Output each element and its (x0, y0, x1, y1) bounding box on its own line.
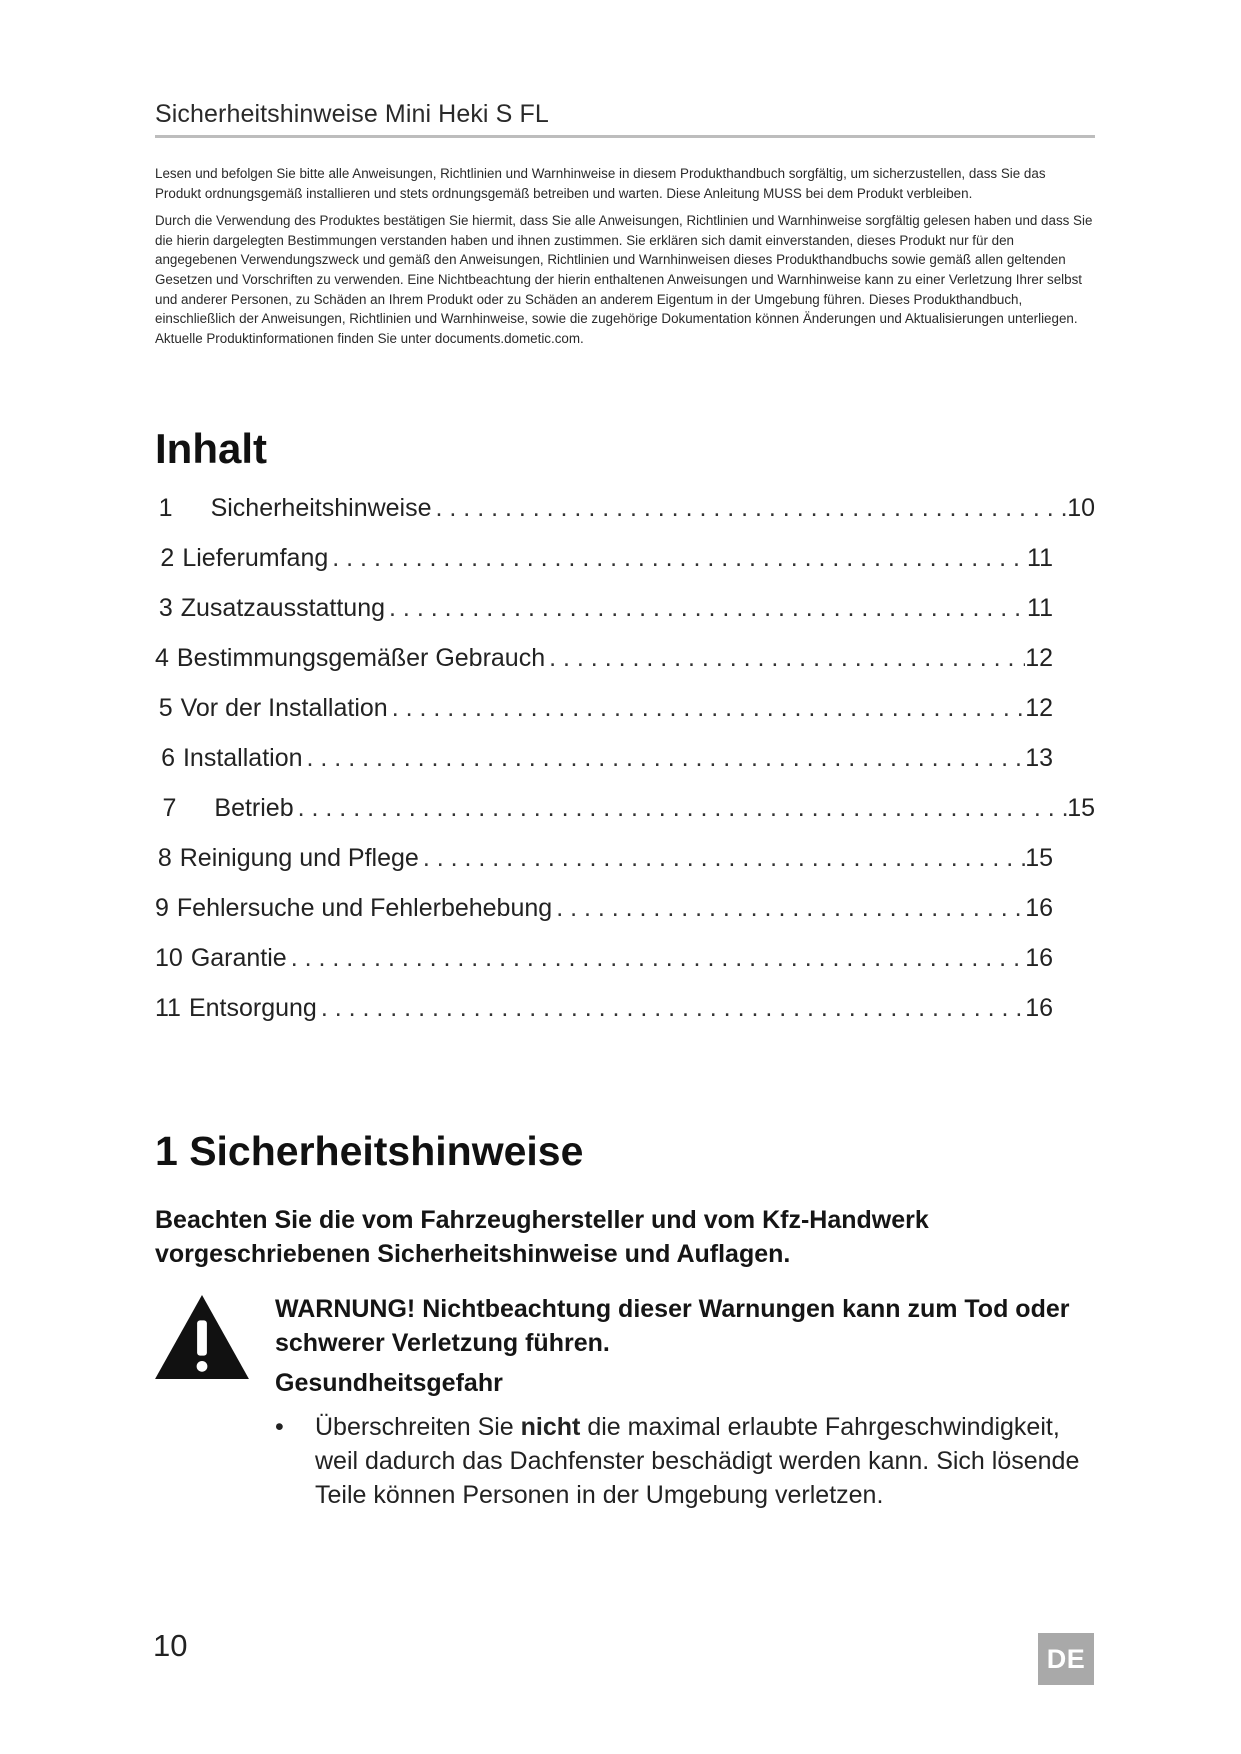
toc-entry-number: 9 (155, 894, 169, 922)
warning-text-start: Überschreiten Sie (315, 1413, 521, 1441)
toc-entry-number: 10 (155, 944, 183, 972)
toc-leader-dots (419, 844, 1025, 873)
toc-leader-dots (388, 694, 1026, 723)
toc-leader-dots (385, 594, 1027, 623)
toc-entry-page: 12 (1025, 644, 1053, 672)
toc-leader-dots (545, 644, 1025, 673)
warning-text-end: die maximal erlaubte Fahrgeschwindigkeit, weil dadurch das Dachfenster beschädigt werden kann. Sich lösende Teile können Personen in der Umgebung verletzen. (315, 1413, 1080, 1509)
warning-triangle-icon (153, 1293, 251, 1381)
toc-entry-title: Betrieb (214, 794, 294, 822)
toc-entry-title: Entsorgung (188, 994, 317, 1022)
toc-entry-number: 3 (158, 594, 173, 622)
toc-leader-dots (552, 894, 1025, 923)
warning-exclamation-bar (197, 1320, 207, 1355)
toc-entry-number: 1 (158, 494, 173, 522)
toc-entry[interactable] (155, 794, 1095, 834)
warning-exclamation-dot (197, 1361, 208, 1372)
toc-entry-title: Lieferumfang (182, 544, 329, 572)
running-header: Sicherheitshinweise Mini Heki S FL (155, 100, 549, 128)
warning-list-item (275, 1410, 1105, 1512)
toc-entry-title: Zusatzausstattung (180, 594, 386, 622)
toc-entry-page: 11 (1027, 544, 1053, 572)
warning-subheading: Gesundheitsgefahr (275, 1369, 503, 1397)
toc-entry-number: 11 (155, 994, 181, 1022)
toc-leader-dots (328, 544, 1027, 573)
toc-entry[interactable] (155, 644, 1053, 684)
section-heading: 1 Sicherheitshinweise (155, 1128, 584, 1174)
toc-leader-dots (303, 744, 1026, 773)
intro-paragraph-2: Durch die Verwendung des Produktes bestätigen Sie hiermit, dass Sie alle Anweisungen, Richtlinien und Warnhinweise sorgfältig gelesen haben und dass Sie die hierin dargelegten Bestimmungen verstanden haben und ihnen zustimmen. Sie erklären sich damit einverstanden, dieses Produkt nur für den angegebenen Verwendungszweck und gemäß den Anweisungen, Richtlinien und Warnhinweisen dieses Produkthandbuchs sowie gemäß allen geltenden Gesetzen und Vorschriften zu verwenden. Eine Nichtbeachtung der hierin enthaltenen Anweisungen und Warnhinweise kann zu einer Verletzung Ihrer selbst und anderer Personen, zu Schäden an Ihrem Produkt oder zu Schäden an anderem Eigentum in der Umgebung führen. Dieses Produkthandbuch, einschließlich der Anweisungen, Richtlinien und Warnhinweise, sowie die zugehörige Dokumentation können Änderungen und Aktualisierungen unterliegen. Aktuelle Produktinformationen finden Sie unter documents.dometic.com. (155, 213, 1093, 346)
toc-entry-title: Bestimmungsgemäßer Gebrauch (176, 644, 546, 672)
toc-entry-title: Fehlersuche und Fehlerbehebung (176, 894, 553, 922)
toc-entry-page: 16 (1025, 944, 1053, 972)
toc-entry-page: 15 (1067, 794, 1095, 822)
warning-text-emphasis: nicht (520, 1413, 581, 1441)
toc-entry[interactable] (155, 694, 1053, 734)
intro-paragraph-1: Lesen und befolgen Sie bitte alle Anweisungen, Richtlinien und Warnhinweise in diesem Produkthandbuch sorgfältig, um sicherzustellen, dass Sie das Produkt ordnungsgemäß installieren und stets ordnungsgemäß betreiben und warten. Diese Anleitung MUSS bei dem Produkt verbleiben. (155, 166, 1046, 201)
toc-entry[interactable] (155, 744, 1053, 784)
toc-entry[interactable] (155, 894, 1053, 934)
toc-leader-dots (294, 794, 1068, 823)
toc-entry-title: Reinigung und Pflege (179, 844, 419, 872)
section-lead: Beachten Sie die vom Fahrzeughersteller und vom Kfz-Handwerk vorgeschriebenen Sicherheitshinweise und Auflagen. (155, 1206, 929, 1268)
toc-leader-dots (287, 944, 1025, 973)
toc-entry-number: 2 (160, 544, 175, 572)
bullet-marker: • (275, 1413, 284, 1441)
toc-entry[interactable] (155, 944, 1053, 984)
toc-entry-page: 16 (1025, 994, 1053, 1022)
toc-leader-dots (317, 994, 1025, 1023)
header-rule (155, 135, 1095, 138)
warning-title: WARNUNG! Nichtbeachtung dieser Warnungen kann zum Tod oder schwerer Verletzung führen. (275, 1295, 1070, 1357)
language-badge: DE (1038, 1633, 1094, 1685)
toc-entry-number: 6 (161, 744, 175, 772)
toc-entry[interactable] (155, 494, 1095, 534)
toc-entry-page: 13 (1025, 744, 1053, 772)
page-number: 10 (153, 1628, 188, 1663)
toc-entry-number: 8 (157, 844, 172, 872)
toc-entry-title: Vor der Installation (180, 694, 388, 722)
toc-entry[interactable] (155, 844, 1053, 884)
warning-list (275, 1410, 1105, 1512)
toc-entry-page: 11 (1027, 594, 1053, 622)
toc-entry[interactable] (155, 594, 1053, 634)
intro-text (155, 164, 1095, 356)
toc-entry-number: 5 (158, 694, 173, 722)
toc-entry[interactable] (155, 544, 1053, 584)
warning-block (275, 1292, 1105, 1512)
toc-entry-number: 4 (155, 644, 169, 672)
toc-heading: Inhalt (155, 425, 267, 472)
toc-entry-page: 16 (1025, 894, 1053, 922)
toc-entry-title: Installation (182, 744, 303, 772)
toc-entry-page: 15 (1025, 844, 1053, 872)
toc-entry-page: 12 (1025, 694, 1053, 722)
toc-entry-number: 7 (162, 794, 177, 822)
toc-leader-dots (432, 494, 1068, 523)
toc-entry-title: Sicherheitshinweise (210, 494, 432, 522)
toc-entry-title: Garantie (190, 944, 287, 972)
toc-entry[interactable] (155, 994, 1053, 1034)
toc-entry-page: 10 (1067, 494, 1095, 522)
